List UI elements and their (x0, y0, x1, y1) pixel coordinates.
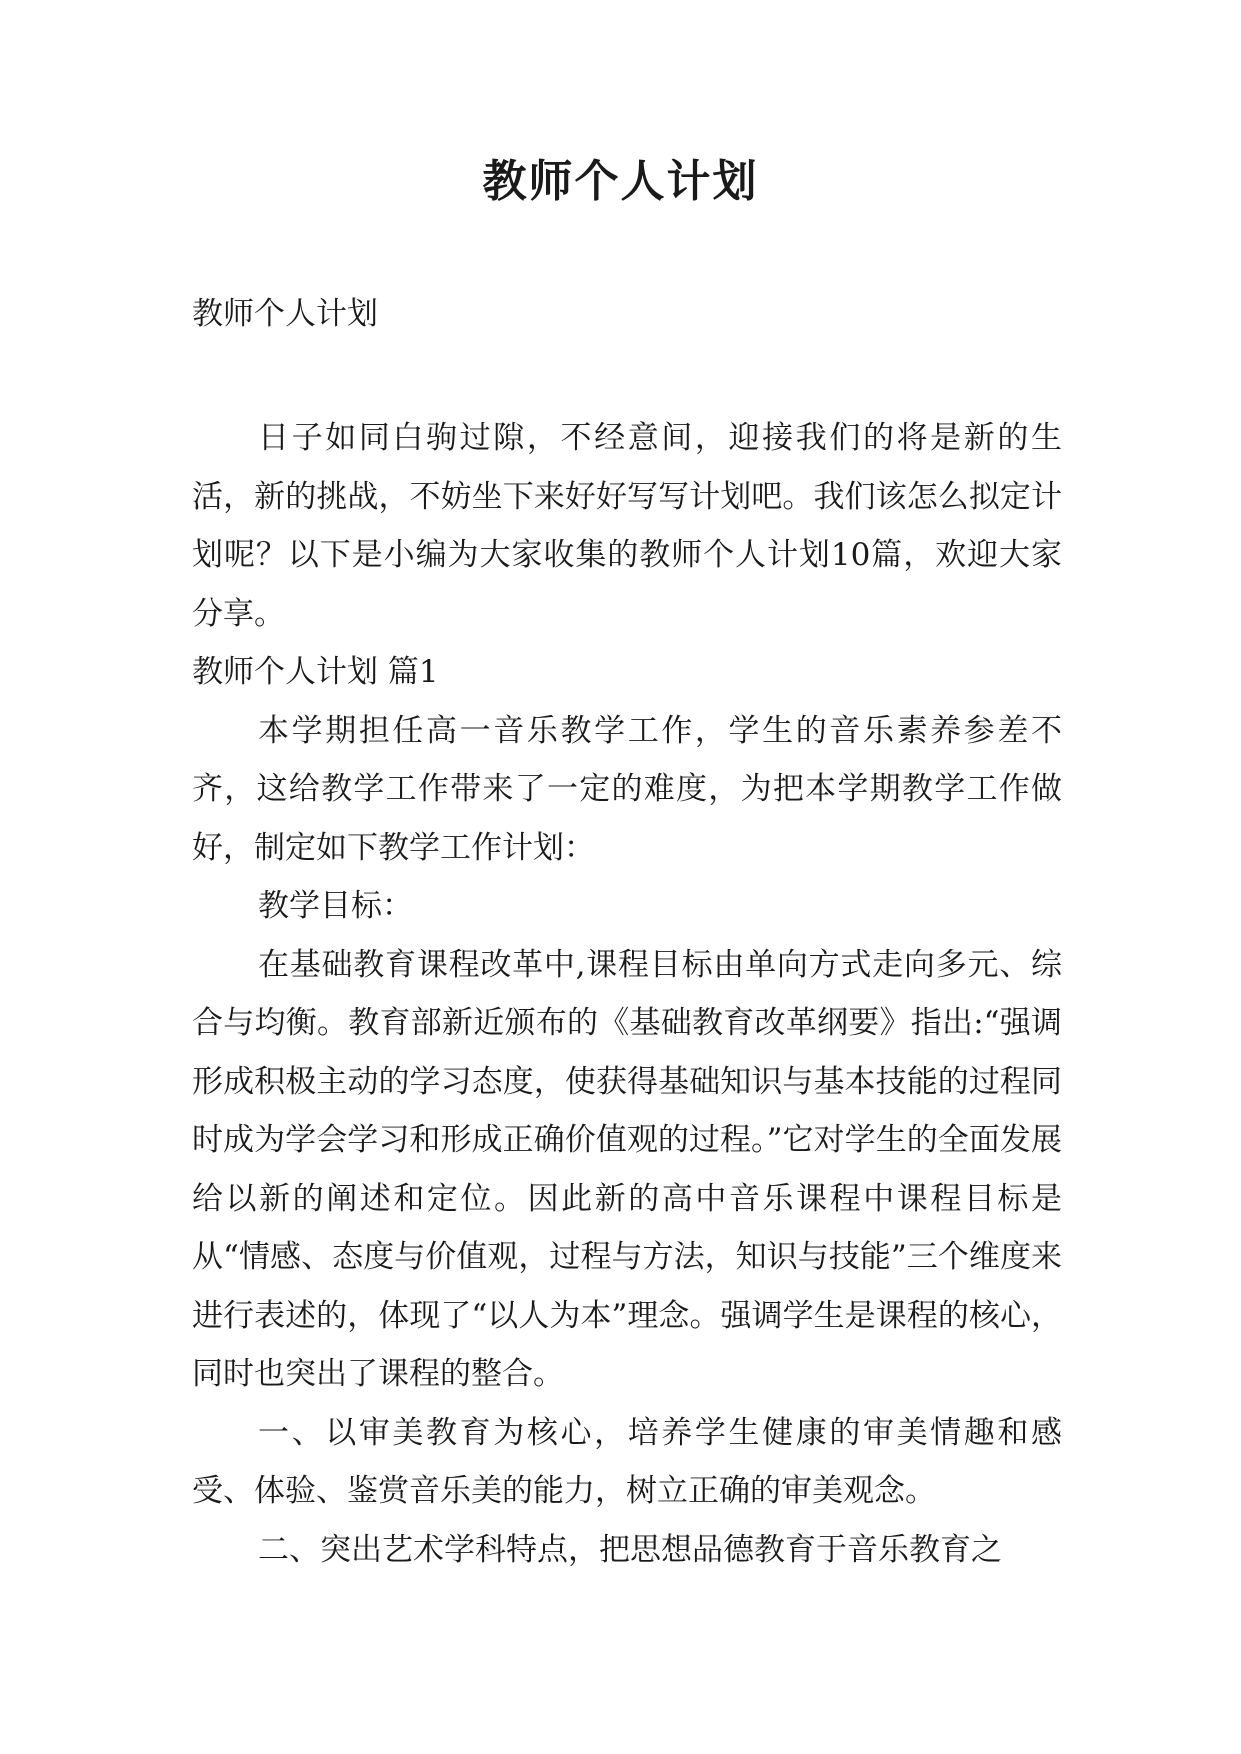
document-subtitle: 教师个人计划 (192, 296, 378, 332)
document-title: 教师个人计划 (482, 156, 759, 207)
section-heading-1: 教师个人计划 篇1 (192, 654, 439, 690)
paragraph-point-two: 二、突出艺术学科特点，把思想品德教育于音乐教育之 (258, 1531, 1002, 1568)
paragraph-point-one: 一、以审美教育为核心，培养学生健康的审美情趣和感受、体验、鉴赏音乐美的能力，树立正确的审美观念。 (192, 1414, 1062, 1509)
document-body (192, 409, 1062, 1579)
paragraph-curriculum-reform: 在基础教育课程改革中,课程目标由单向方式走向多元、综合与均衡。教育部新近颁布的《基础教育改革纲要》指出:“强调形成积极主动的学习态度，使获得基础知识与基本技能的过程同时成为学会学习和形成正确价值观的过程。”它对学生的全面发展给以新的阐述和定位。因此新的高中音乐课程中课程目标是从“情感、态度与价值观，过程与方法，知识与技能”三个维度来进行表述的，体现了“以人为本”理念。强调学生是课程的核心，同时也突出了课程的整合。 (192, 946, 1062, 1392)
paragraph-teaching-goals-label: 教学目标： (258, 888, 413, 924)
paragraph-teaching-duty: 本学期担任高一音乐教学工作，学生的音乐素养参差不齐，这给教学工作带来了一定的难度，为把本学期教学工作做好，制定如下教学工作计划： (192, 712, 1062, 866)
intro-paragraph: 日子如同白驹过隙，不经意间，迎接我们的将是新的生活，新的挑战，不妨坐下来好好写写计划吧。我们该怎么拟定计划呢？以下是小编为大家收集的教师个人计划10篇，欢迎大家分享。 (192, 420, 1062, 632)
